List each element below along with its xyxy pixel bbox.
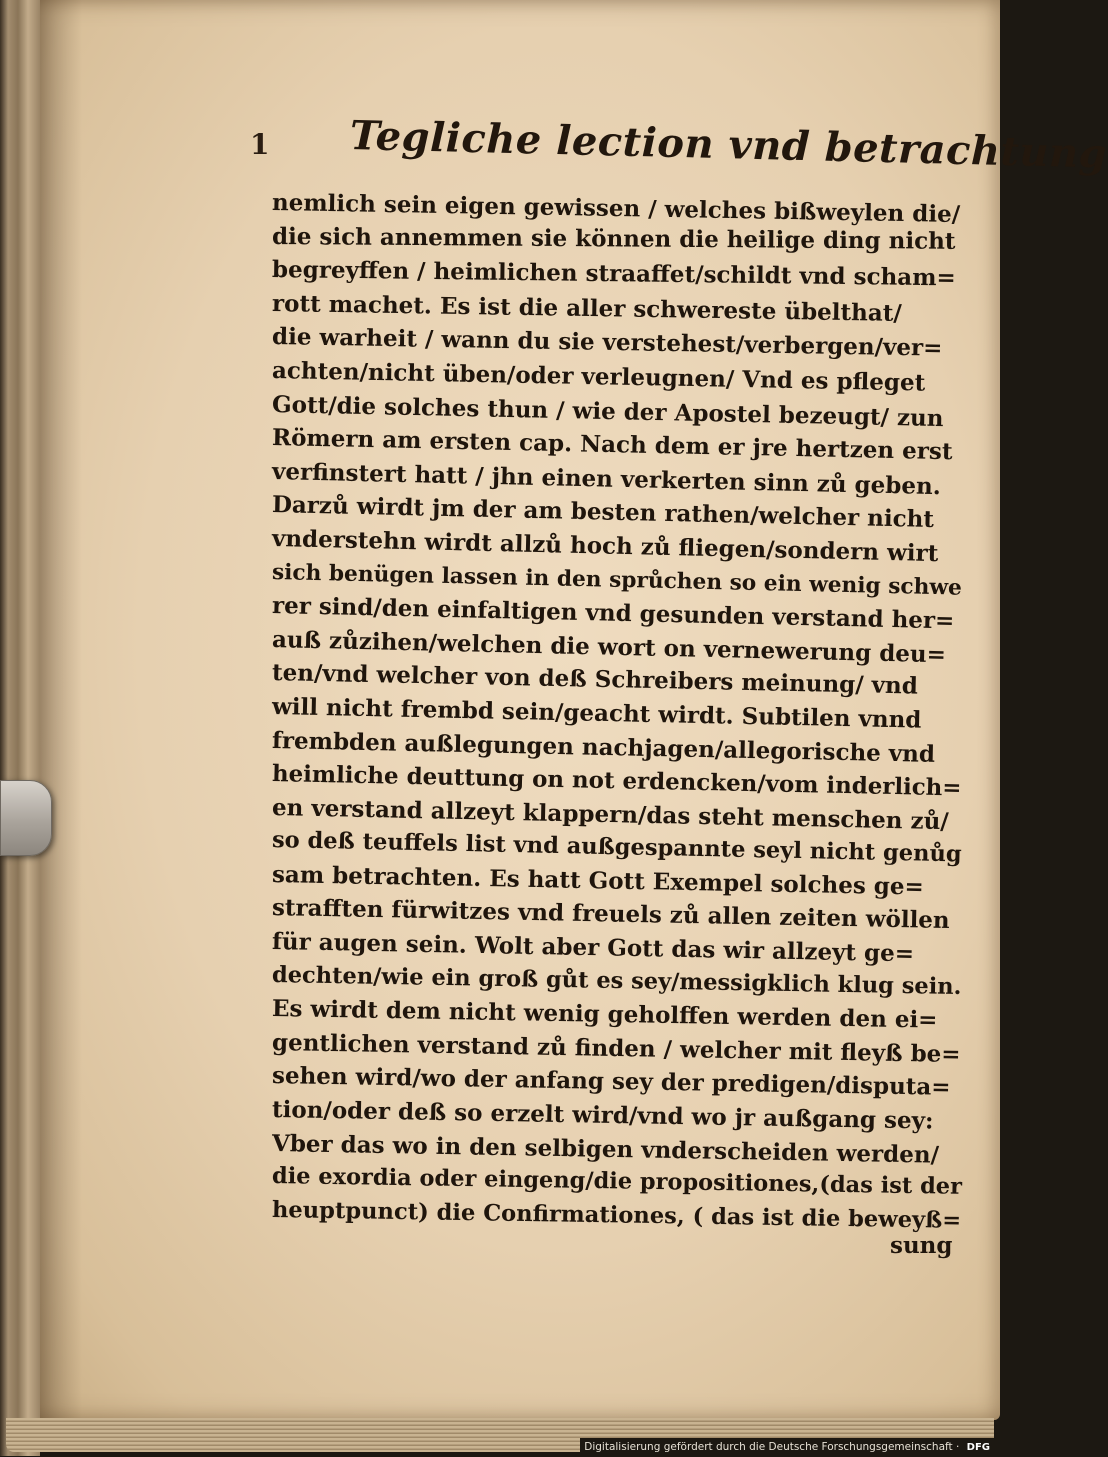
- text-line: Es wirdt dem nicht wenig geholffen werden den ei=: [271, 995, 938, 1034]
- book-clip: [0, 780, 52, 856]
- text-line: die exordia oder eingeng/die propositiones,(das ist der: [271, 1163, 963, 1201]
- text-line: achten/nicht üben/oder verleugnen/ Vnd es pfleget: [271, 356, 926, 397]
- text-line: ten/vnd welcher von deß Schreibers meinung/ vnd: [271, 659, 919, 700]
- book-edge: [0, 0, 40, 1456]
- footer-credit: [580, 1438, 994, 1456]
- text-line: auß zůzihen/welchen die wort on vernewerung deu=: [271, 625, 947, 669]
- text-line: rer sind/den einfaltigen vnd gesunden verstand her=: [271, 592, 955, 635]
- running-head: Tegliche lection vnd betrachtung: [349, 112, 1108, 178]
- text-line: verfinstert hatt / jhn einen verkerten sinn zů geben.: [271, 457, 942, 500]
- text-line: en verstand allzeyt klappern/das steht menschen zů/: [271, 793, 950, 835]
- text-line: sehen wird/wo der anfang sey der predigen/disputa=: [271, 1062, 951, 1102]
- text-body: [271, 186, 963, 1234]
- text-line: Vber das wo in den selbigen vnderscheiden werden/: [271, 1129, 940, 1169]
- text-line: vnderstehn wirdt allzů hoch zů fliegen/sondern wirt: [271, 524, 939, 568]
- text-line: sich benügen lassen in den sprůchen so ein wenig schwe: [271, 559, 963, 601]
- text-line: tion/oder deß so erzelt wird/vnd wo jr außgang sey:: [271, 1096, 934, 1135]
- dfg-logo-icon: DFG: [966, 1442, 990, 1453]
- text-line: die sich annemmen sie können die heilige ding nicht: [271, 222, 956, 255]
- footer-credit-text: Digitalisierung gefördert durch die Deutsche Forschungsgemeinschaft ·: [584, 1441, 960, 1453]
- page-number: 1: [250, 128, 270, 161]
- text-line: sam betrachten. Es hatt Gott Exempel solches ge=: [271, 860, 925, 901]
- catchword: sung: [890, 1232, 953, 1259]
- text-line: die warheit / wann du sie verstehest/verbergen/ver=: [271, 323, 943, 363]
- text-line: begreyffen / heimlichen straaffet/schildt vnd scham=: [271, 256, 956, 292]
- text-line: frembden außlegungen nachjagen/allegorische vnd: [271, 726, 936, 768]
- text-line: heimliche deuttung on not erdencken/vom inderlich=: [271, 760, 962, 802]
- text-line: nemlich sein eigen gewissen / welches bißweylen die/: [271, 189, 961, 229]
- text-line: gentlichen verstand zů finden / welcher mit fleyß be=: [271, 1028, 961, 1068]
- text-line: Römern am ersten cap. Nach dem er jre hertzen erst: [271, 424, 953, 466]
- text-line: strafften fürwitzes vnd freuels zů allen zeiten wöllen: [271, 894, 950, 935]
- text-line: dechten/wie ein groß gůt es sey/messigklich klug sein.: [271, 961, 962, 1000]
- text-line: so deß teuffels list vnd außgespannte seyl nicht genůg: [271, 827, 962, 868]
- text-line: Darzů wirdt jm der am besten rathen/welcher nicht: [271, 491, 935, 534]
- text-line: heuptpunct) die Confirmationes, ( das ist die beweyß=: [271, 1196, 962, 1234]
- text-line: für augen sein. Wolt aber Gott das wir allzeyt ge=: [271, 928, 915, 968]
- text-line: rott machet. Es ist die aller schwereste übelthat/: [271, 289, 903, 327]
- text-line: Gott/die solches thun / wie der Apostel bezeugt/ zun: [271, 390, 944, 432]
- text-line: will nicht frembd sein/geacht wirdt. Subtilen vnnd: [271, 692, 922, 734]
